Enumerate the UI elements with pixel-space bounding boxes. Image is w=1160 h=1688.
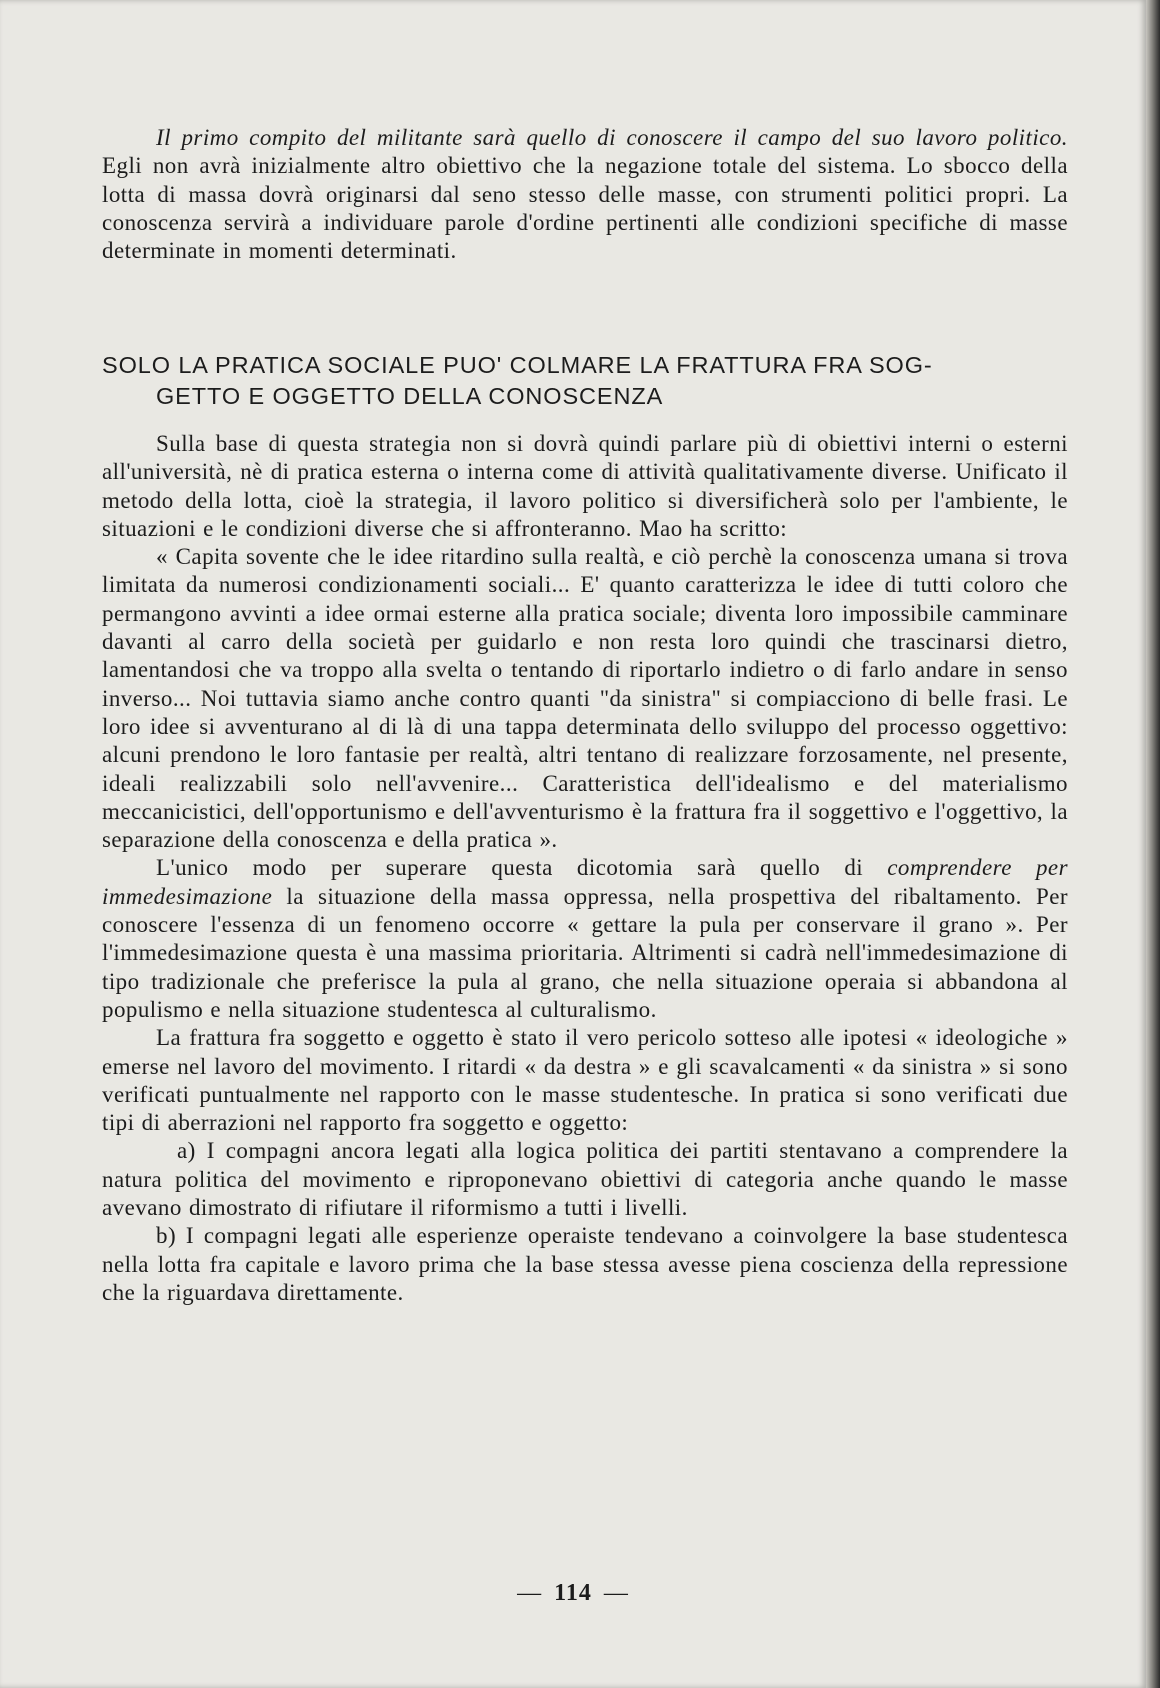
quotation-mao: « Capita sovente che le idee ritardino sulla realtà, e ciò perchè la conoscenza umana si trova limitata da numerosi condizionamenti sociali... E' quanto caratterizza le idee di tutti coloro che permangono avvinti a idee ormai esterne alla pratica sociale; diventa loro impossibile camminare davanti al carro della società per guidarlo e non resta loro quindi che trascinarsi dietro, lamentandosi che va troppo alla svelta o tentando di riportarlo indietro o di farlo andare in senso inverso... Noi tuttavia siamo anche contro quanti "da sinistra" si compiacciono di belle frasi. Le loro idee si avventurano al di là di una tappa determinata dello sviluppo del processo oggettivo: alcuni prendono le loro fantasie per realtà, altri tentano di realizzare forzosamente, nel presente, ideali realizzabili solo nell'avvenire... Caratteristica dell'idealismo e del materialismo meccanicistici, dell'opportunismo e dell'avventurismo è la frattura fra il soggettivo e l'oggettivo, la separazione della conoscenza e della pratica ».: [102, 544, 1068, 853]
section-heading: [102, 350, 1068, 412]
list-item-a: a) I compagni ancora legati alla logica politica dei partiti stentavano a comprendere la natura politica del movimento e riproponevano obiettivi di categoria anche quando le masse avevano dimostrato di rifiutare il riformismo a tutti i livelli.: [102, 1138, 1068, 1221]
italic-phrase: comprendere per immedesimazione: [102, 855, 1068, 909]
page-number: [0, 1580, 1146, 1607]
page-number-value: 114: [554, 1580, 592, 1606]
page-number-dash-right: —: [603, 1580, 629, 1606]
intro-paragraph: [102, 124, 1068, 265]
paragraph-frattura: La frattura fra soggetto e oggetto è stato il vero pericolo sotteso alle ipotesi « ideologiche » emerse nel lavoro del movimento. I ritardi « da destra » e gli scavalcamenti « da sinistra » si sono verificati puntualmente nel rapporto con le masse studentesche. In pratica si sono verificati due tipi di aberrazioni nel rapporto fra soggetto e oggetto:: [102, 1025, 1068, 1136]
paragraph-immedesimazione-end: la situazione della massa oppressa, nella prospettiva del ribaltamento. Per conoscere l'essenza di un fenomeno occorre « gettare la pula per conservare il grano ». Per l'immedesimazione questa è una massima prioritaria. Altrimenti si cadrà nell'immedesimazione di tipo tradizionale che preferisce la pula al grano, che nella situazione operaia si abbandona al populismo e nella situazione studentesca al culturalismo.: [102, 883, 1068, 1022]
intro-text: Egli non avrà inizialmente altro obiettivo che la negazione totale del sistema. Lo sbocco della lotta di massa dovrà originarsi dal seno stesso delle masse, con strumenti politici propri. La conoscenza servirà a individuare parole d'ordine pertinenti alle condizioni specifiche di masse determinate in momenti determinati.: [102, 153, 1068, 264]
paragraph-strategy: Sulla base di questa strategia non si dovrà quindi parlare più di obiettivi interni o esterni all'università, nè di pratica esterna o interna come di attività qualitativamente diverse. Unificato il metodo della lotta, cioè la strategia, il lavoro politico si diversificherà solo per l'ambiente, le situazioni e le condizioni diverse che si affronteranno. Mao ha scritto:: [102, 431, 1068, 541]
paragraph-immedesimazione: [102, 854, 1068, 1024]
intro-italic-lead: Il primo compito del militante sarà quello di conoscere il campo del suo lavoro politico.: [156, 125, 1068, 150]
paragraph-immedesimazione-start: L'unico modo per superare questa dicotomia sarà quello di: [156, 855, 888, 881]
section-heading-line-2: GETTO E OGGETTO DELLA CONOSCENZA: [156, 383, 664, 409]
list-item-b: b) I compagni legati alle esperienze operaiste tendevano a coinvolgere la base studentesca nella lotta fra capitale e lavoro prima che la base stessa avesse piena coscienza della repressione che la riguardava direttamente.: [102, 1223, 1068, 1305]
page-binding-edge: [1146, 0, 1160, 1688]
section-heading-line-1: SOLO LA PRATICA SOCIALE PUO' COLMARE LA FRATTURA FRA SOG-: [102, 352, 933, 378]
page-number-dash-left: —: [517, 1580, 543, 1606]
body-text: [102, 430, 1068, 1307]
